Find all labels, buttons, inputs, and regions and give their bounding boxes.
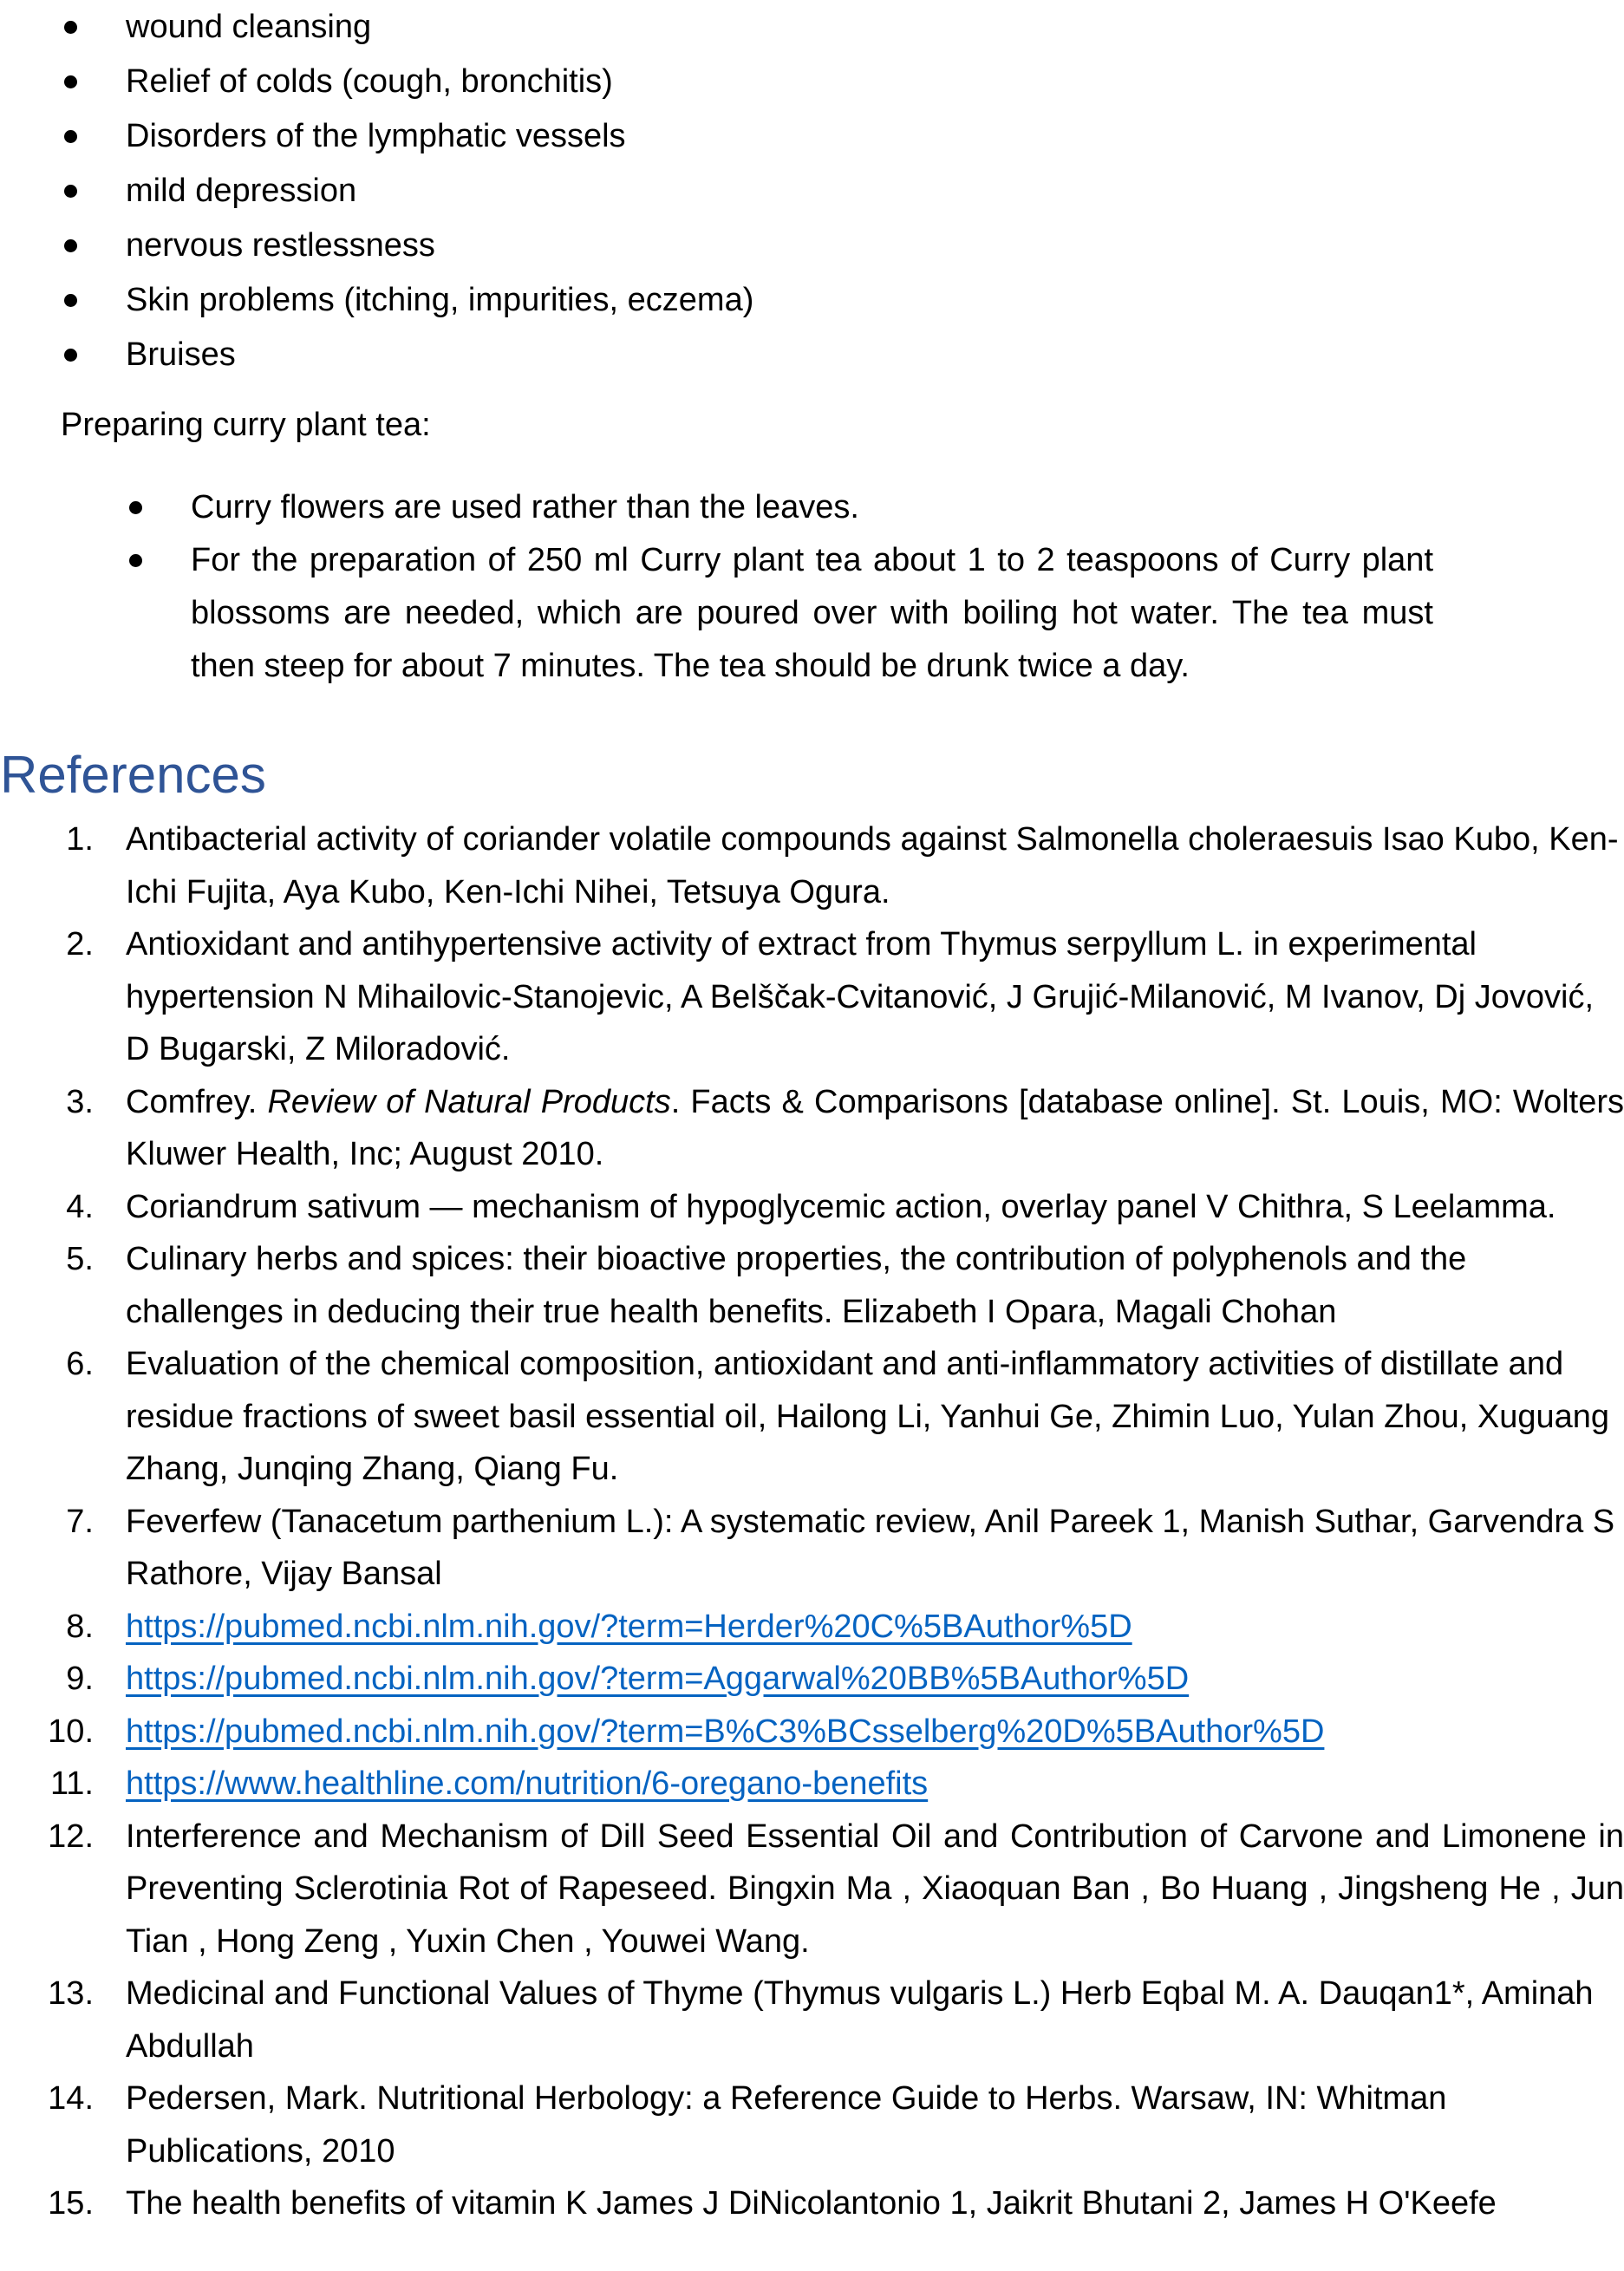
list-item (0, 0, 753, 55)
list-item (0, 109, 753, 164)
reference-link-wrap (126, 1601, 1624, 1654)
list-item (0, 55, 753, 109)
reference-link[interactable]: https://pubmed.ncbi.nlm.nih.gov/?term=B%C3%BCsselberg%20D%5BAuthor%5D (126, 1713, 1325, 1750)
reference-link-wrap (126, 1758, 1624, 1811)
reference-number: 14. (48, 2080, 94, 2117)
reference-title-italic: Review of Natural Products (267, 1083, 671, 1120)
reference-text: Feverfew (Tanacetum parthenium L.): A systematic review, Anil Pareek 1, Manish Suthar, Garvendra S Rathore, Vijay Bansal (126, 1503, 1615, 1592)
reference-number: 2. (66, 926, 94, 963)
list-item (0, 164, 753, 219)
list-item (0, 219, 753, 273)
reference-number: 9. (66, 1661, 94, 1697)
list-item-text: Curry flowers are used rather than the leaves. (191, 489, 859, 525)
reference-number: 7. (66, 1503, 94, 1540)
reference-number: 8. (66, 1608, 94, 1645)
reference-item (0, 2072, 1624, 2177)
reference-number: 4. (66, 1188, 94, 1225)
reference-text: Coriandrum sativum — mechanism of hypoglycemic action, overlay panel V Chithra, S Leelamma. (126, 1188, 1556, 1225)
reference-item (0, 1758, 1624, 1811)
reference-item (0, 1181, 1624, 1234)
reference-item (0, 1653, 1624, 1706)
reference-number: 12. (48, 1817, 94, 1855)
list-item (0, 273, 753, 328)
list-item-text: wound cleansing (126, 9, 372, 45)
reference-number: 3. (66, 1083, 94, 1120)
reference-text: Culinary herbs and spices: their bioactive properties, the contribution of polyphenols and the challenges in deducing their true health benefits. Elizabeth I Opara, Magali Chohan (126, 1241, 1467, 1330)
bullet-icon (64, 75, 77, 88)
bullet-icon (64, 349, 77, 362)
bullet-icon (64, 185, 77, 198)
reference-link[interactable]: https://pubmed.ncbi.nlm.nih.gov/?term=Aggarwal%20BB%5BAuthor%5D (126, 1661, 1190, 1697)
list-item-text: nervous restlessness (126, 227, 435, 264)
list-item (0, 534, 1433, 693)
reference-text: Antioxidant and antihypertensive activity of extract from Thymus serpyllum L. in experimental hypertension N Mihailovic-Stanojevic, A Belščak-Cvitanović, J Grujić-Milanović, M Ivanov, Dj Jovović, D Bugarski, Z Miloradović. (126, 926, 1595, 1067)
reference-item (0, 1233, 1624, 1338)
reference-item (0, 1706, 1624, 1759)
list-item-text: For the preparation of 250 ml Curry plant tea about 1 to 2 teaspoons of Curry plant blossoms are needed, which are poured over with boiling hot water. The tea must then steep for about 7 minutes. The tea should be drunk twice a day. (191, 542, 1433, 684)
bullet-icon (64, 130, 77, 143)
list-item-text: Skin problems (itching, impurities, eczema) (126, 282, 754, 318)
reference-text: Pedersen, Mark. Nutritional Herbology: a Reference Guide to Herbs. Warsaw, IN: Whitman Publications, 2010 (126, 2080, 1447, 2170)
reference-item (0, 1338, 1624, 1496)
reference-number: 15. (48, 2185, 94, 2222)
bullet-icon (129, 501, 142, 514)
reference-number: 6. (66, 1346, 94, 1382)
reference-text: Evaluation of the chemical composition, antioxidant and anti-inflammatory activities of distillate and residue fractions of sweet basil essential oil, Hailong Li, Yanhui Ge, Zhimin Luo, Yulan Zhou, Xuguang Zhang, Junqing Zhang, Qiang Fu. (126, 1346, 1610, 1487)
uses-list (0, 0, 753, 382)
list-item-text: mild depression (126, 173, 357, 209)
tea-steps-list (0, 481, 1624, 693)
reference-item (0, 918, 1624, 1076)
reference-number: 11. (49, 1765, 94, 1802)
reference-item (0, 1811, 1624, 1968)
reference-text: The health benefits of vitamin K James J DiNicolantonio 1, Jaikrit Bhutani 2, James H O'Keefe (126, 2185, 1497, 2222)
reference-text (126, 1076, 1624, 1181)
reference-text: Interference and Mechanism of Dill Seed Essential Oil and Contribution of Carvone and Limonene in Preventing Sclerotinia Rot of Rapeseed. Bingxin Ma , Xiaoquan Ban , Bo Huang , Jingsheng He , Jun Tian , Hong Zeng , Yuxin Chen , Youwei Wang. (126, 1817, 1624, 1960)
reference-item (0, 1496, 1624, 1601)
reference-link-wrap (126, 1653, 1624, 1706)
reference-item (0, 1968, 1624, 2072)
reference-number: 5. (66, 1241, 94, 1277)
bullet-icon (64, 239, 77, 252)
list-item-text: Relief of colds (cough, bronchitis) (126, 63, 613, 100)
reference-number: 10. (48, 1713, 94, 1750)
reference-link[interactable]: https://www.healthline.com/nutrition/6-oregano-benefits (126, 1765, 929, 1802)
reference-text-part: Comfrey. (126, 1083, 268, 1120)
tea-intro: Preparing curry plant tea: (61, 407, 431, 443)
bullet-icon (64, 294, 77, 307)
reference-text: Medicinal and Functional Values of Thyme (Thymus vulgaris L.) Herb Eqbal M. A. Dauqan1*, Aminah Abdullah (126, 1975, 1594, 2065)
reference-item (0, 1601, 1624, 1654)
reference-link[interactable]: https://pubmed.ncbi.nlm.nih.gov/?term=Herder%20C%5BAuthor%5D (126, 1608, 1132, 1645)
bullet-icon (64, 21, 77, 34)
list-item (0, 481, 1433, 534)
list-item-text: Bruises (126, 336, 236, 373)
reference-number: 13. (48, 1975, 94, 2012)
bullet-icon (129, 554, 142, 567)
reference-text: Antibacterial activity of coriander volatile compounds against Salmonella choleraesuis Isao Kubo, Ken-Ichi Fujita, Aya Kubo, Ken-Ichi Nihei, Tetsuya Ogura. (126, 821, 1619, 910)
reference-text-part: . Facts & Comparisons [database online]. St. Louis, MO: Wolters Kluwer Health, Inc; August 2010. (126, 1083, 1624, 1172)
list-item-text: Disorders of the lymphatic vessels (126, 118, 626, 154)
reference-item (0, 2177, 1624, 2230)
reference-number: 1. (66, 821, 94, 858)
list-item (0, 328, 753, 382)
references-list (0, 813, 1624, 2230)
references-heading: References (0, 746, 266, 804)
reference-link-wrap (126, 1706, 1624, 1759)
reference-item (0, 1076, 1624, 1181)
reference-item (0, 813, 1624, 918)
